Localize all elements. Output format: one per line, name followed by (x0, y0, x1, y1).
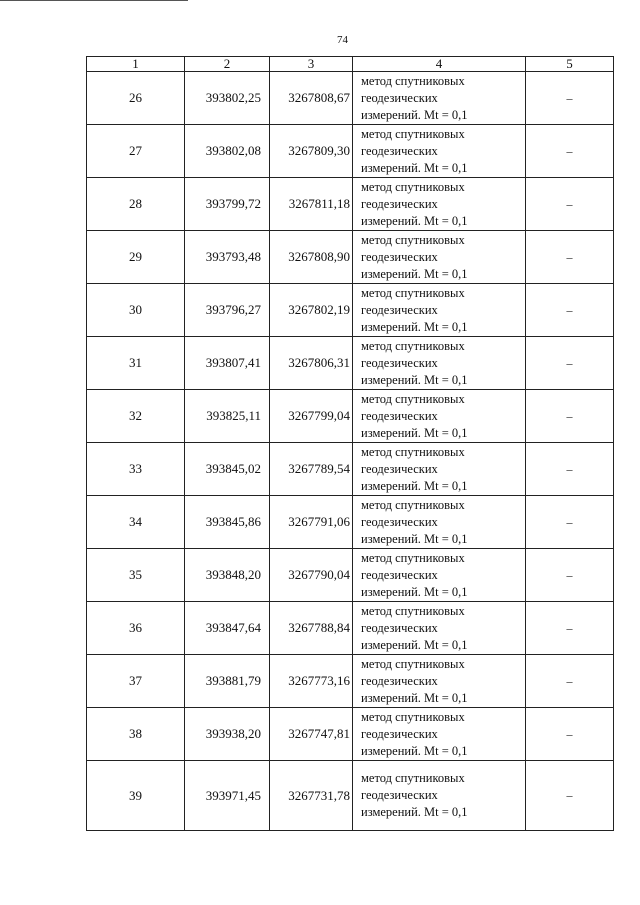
y-coordinate-cell: 3267808,90 (270, 231, 353, 284)
y-coordinate-cell: 3267773,16 (270, 655, 353, 708)
note-cell: – (526, 337, 614, 390)
point-number-cell: 32 (87, 390, 185, 443)
x-coordinate-cell: 393847,64 (185, 602, 270, 655)
x-coordinate-cell: 393799,72 (185, 178, 270, 231)
note-cell: – (526, 602, 614, 655)
table-row (87, 708, 614, 761)
y-coordinate-cell: 3267808,67 (270, 72, 353, 125)
column-header: 5 (526, 57, 614, 72)
y-coordinate-cell: 3267789,54 (270, 443, 353, 496)
y-coordinate-cell: 3267791,06 (270, 496, 353, 549)
note-cell: – (526, 443, 614, 496)
note-cell: – (526, 655, 614, 708)
note-cell: – (526, 178, 614, 231)
method-cell: метод спутниковых геодезических измерений. Mt = 0,1 (353, 390, 526, 443)
y-coordinate-cell: 3267811,18 (270, 178, 353, 231)
x-coordinate-cell: 393807,41 (185, 337, 270, 390)
table-row (87, 231, 614, 284)
method-cell: метод спутниковых геодезических измерений. Mt = 0,1 (353, 337, 526, 390)
note-cell: – (526, 549, 614, 602)
point-number-cell: 31 (87, 337, 185, 390)
method-cell: метод спутниковых геодезических измерений. Mt = 0,1 (353, 655, 526, 708)
point-number-cell: 26 (87, 72, 185, 125)
table-row (87, 761, 614, 831)
table-row (87, 337, 614, 390)
method-cell: метод спутниковых геодезических измерений. Mt = 0,1 (353, 708, 526, 761)
note-cell: – (526, 761, 614, 831)
x-coordinate-cell: 393825,11 (185, 390, 270, 443)
method-cell: метод спутниковых геодезических измерений. Mt = 0,1 (353, 761, 526, 831)
point-number-cell: 36 (87, 602, 185, 655)
table-row (87, 443, 614, 496)
point-number-cell: 35 (87, 549, 185, 602)
y-coordinate-cell: 3267790,04 (270, 549, 353, 602)
x-coordinate-cell: 393793,48 (185, 231, 270, 284)
point-number-cell: 39 (87, 761, 185, 831)
y-coordinate-cell: 3267788,84 (270, 602, 353, 655)
table-row (87, 284, 614, 337)
x-coordinate-cell: 393881,79 (185, 655, 270, 708)
header-rule (0, 0, 188, 1)
table-row (87, 496, 614, 549)
note-cell: – (526, 708, 614, 761)
column-header: 3 (270, 57, 353, 72)
y-coordinate-cell: 3267747,81 (270, 708, 353, 761)
table-row (87, 390, 614, 443)
method-cell: метод спутниковых геодезических измерений. Mt = 0,1 (353, 602, 526, 655)
column-header: 4 (353, 57, 526, 72)
column-header: 2 (185, 57, 270, 72)
x-coordinate-cell: 393845,86 (185, 496, 270, 549)
method-cell: метод спутниковых геодезических измерений. Mt = 0,1 (353, 496, 526, 549)
note-cell: – (526, 125, 614, 178)
table-row (87, 178, 614, 231)
y-coordinate-cell: 3267802,19 (270, 284, 353, 337)
table-row (87, 72, 614, 125)
method-cell: метод спутниковых геодезических измерений. Mt = 0,1 (353, 178, 526, 231)
table-row (87, 602, 614, 655)
method-cell: метод спутниковых геодезических измерений. Mt = 0,1 (353, 284, 526, 337)
x-coordinate-cell: 393848,20 (185, 549, 270, 602)
y-coordinate-cell: 3267799,04 (270, 390, 353, 443)
y-coordinate-cell: 3267731,78 (270, 761, 353, 831)
note-cell: – (526, 284, 614, 337)
method-cell: метод спутниковых геодезических измерений. Mt = 0,1 (353, 443, 526, 496)
method-cell: метод спутниковых геодезических измерений. Mt = 0,1 (353, 72, 526, 125)
table-row (87, 549, 614, 602)
point-number-cell: 37 (87, 655, 185, 708)
y-coordinate-cell: 3267806,31 (270, 337, 353, 390)
x-coordinate-cell: 393796,27 (185, 284, 270, 337)
table-row (87, 655, 614, 708)
note-cell: – (526, 390, 614, 443)
x-coordinate-cell: 393971,45 (185, 761, 270, 831)
x-coordinate-cell: 393938,20 (185, 708, 270, 761)
x-coordinate-cell: 393802,08 (185, 125, 270, 178)
method-cell: метод спутниковых геодезических измерений. Mt = 0,1 (353, 549, 526, 602)
point-number-cell: 34 (87, 496, 185, 549)
point-number-cell: 33 (87, 443, 185, 496)
point-number-cell: 30 (87, 284, 185, 337)
point-number-cell: 27 (87, 125, 185, 178)
y-coordinate-cell: 3267809,30 (270, 125, 353, 178)
point-number-cell: 38 (87, 708, 185, 761)
point-number-cell: 29 (87, 231, 185, 284)
page-number: 74 (337, 34, 348, 46)
note-cell: – (526, 496, 614, 549)
method-cell: метод спутниковых геодезических измерений. Mt = 0,1 (353, 125, 526, 178)
x-coordinate-cell: 393802,25 (185, 72, 270, 125)
point-number-cell: 28 (87, 178, 185, 231)
note-cell: – (526, 72, 614, 125)
x-coordinate-cell: 393845,02 (185, 443, 270, 496)
table-row (87, 125, 614, 178)
method-cell: метод спутниковых геодезических измерений. Mt = 0,1 (353, 231, 526, 284)
coordinates-table (86, 56, 614, 831)
note-cell: – (526, 231, 614, 284)
table-header-row (87, 57, 614, 72)
column-header: 1 (87, 57, 185, 72)
